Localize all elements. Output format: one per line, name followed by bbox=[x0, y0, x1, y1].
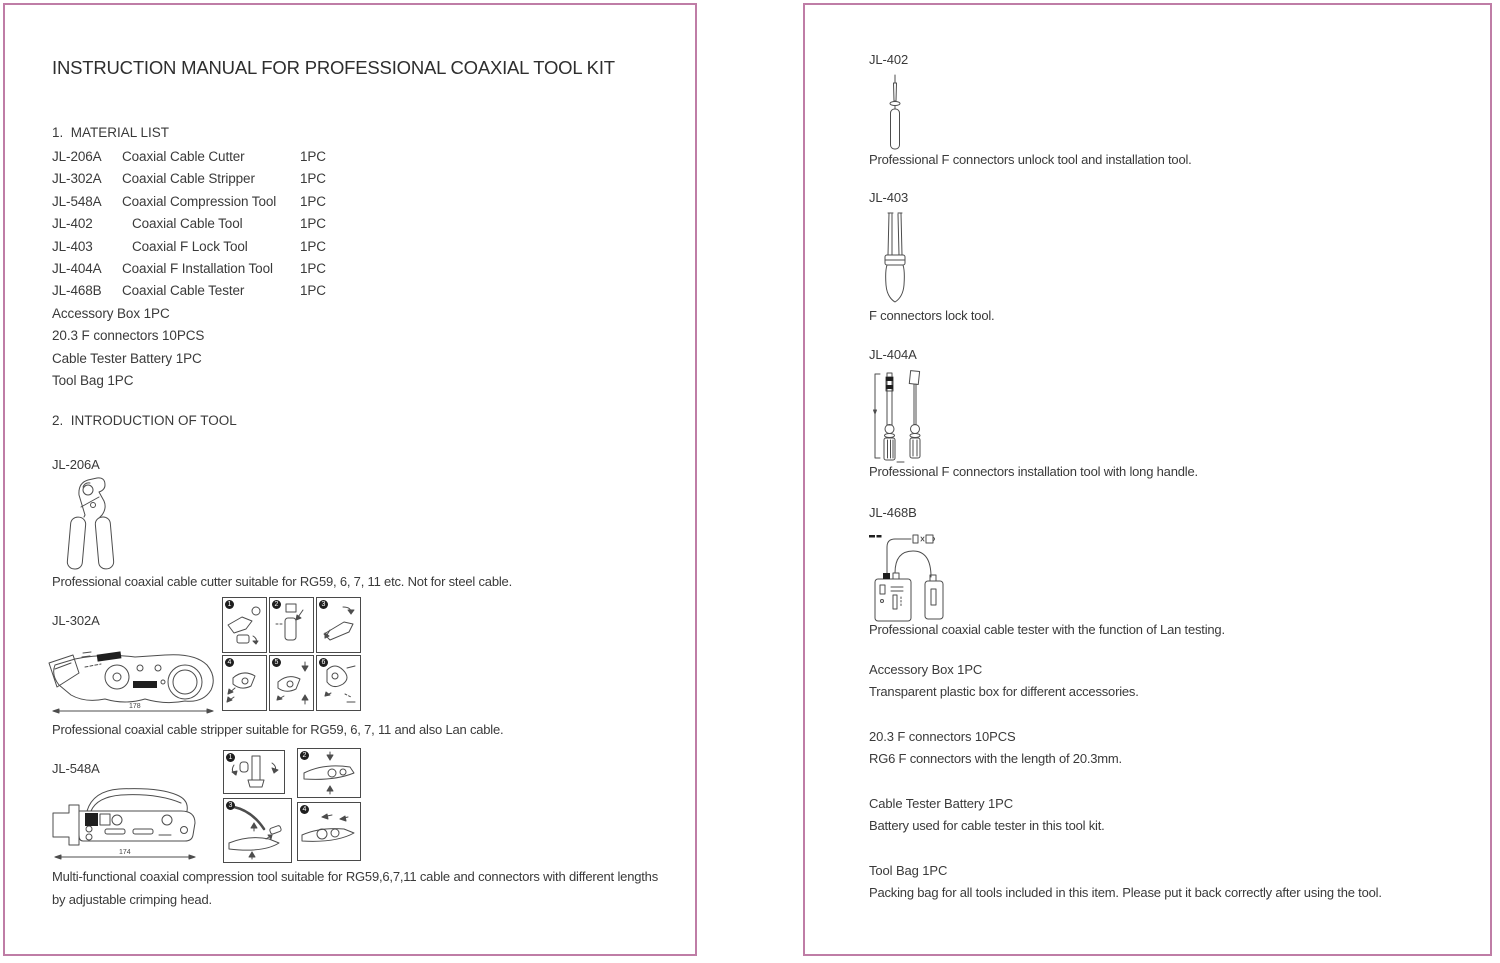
material-list-heading: 1. MATERIAL LIST bbox=[52, 125, 170, 140]
step-number-icon: 3 bbox=[319, 600, 328, 609]
instruction-panel-6 bbox=[316, 655, 361, 711]
material-name: Coaxial Cable Tester bbox=[122, 283, 245, 299]
material-name: Coaxial Cable Cutter bbox=[122, 149, 245, 164]
instruction-panel-4 bbox=[297, 802, 361, 861]
manual-page-left bbox=[3, 3, 697, 956]
step-number-icon: 2 bbox=[300, 751, 309, 760]
page-title: INSTRUCTION MANUAL FOR PROFESSIONAL COAXIAL TOOL KIT bbox=[52, 57, 615, 78]
tool-desc-jl404a: Professional F connectors installation tool with long handle. bbox=[869, 464, 1198, 479]
jl206a-cable-cutter-illustration bbox=[55, 475, 130, 573]
step-number-icon: 4 bbox=[300, 805, 309, 814]
step-number-icon: 3 bbox=[226, 801, 235, 810]
instruction-panel-3 bbox=[223, 798, 292, 863]
tool-desc-jl206a: Professional coaxial cable cutter suitable for RG59, 6, 7, 11 etc. Not for steel cable. bbox=[52, 574, 512, 589]
material-name: Coaxial F Lock Tool bbox=[132, 238, 248, 254]
jl302a-instruction-panels bbox=[222, 597, 361, 711]
tool-label-jl206a: JL-206A bbox=[52, 457, 100, 472]
material-qty: 1PC bbox=[300, 261, 326, 277]
step-number-icon: 6 bbox=[319, 658, 328, 667]
tool-desc-jl302a: Professional coaxial cable stripper suitable for RG59, 6, 7, 11 and also Lan cable. bbox=[52, 722, 504, 737]
material-line: Tool Bag 1PC bbox=[52, 373, 134, 389]
tool-label-jl403: JL-403 bbox=[869, 190, 909, 205]
material-name: Coaxial Compression Tool bbox=[122, 193, 277, 209]
step-number-icon: 2 bbox=[272, 600, 281, 609]
material-code: JL-403 bbox=[52, 238, 93, 254]
tool-desc-jl468b: Professional coaxial cable tester with the function of Lan testing. bbox=[869, 622, 1225, 637]
step-number-icon: 1 bbox=[226, 753, 235, 762]
jl404a-installation-tool-illustration bbox=[871, 369, 933, 463]
intro-heading: 2. INTRODUCTION OF TOOL bbox=[52, 413, 237, 428]
accessory-desc: Packing bag for all tools included in this item. Please put it back correctly after using the tool. bbox=[869, 885, 1382, 900]
material-name: Coaxial Cable Tool bbox=[132, 216, 243, 232]
instruction-panel-1 bbox=[223, 750, 285, 794]
instruction-panel-4 bbox=[222, 655, 267, 711]
accessory-desc: Battery used for cable tester in this tool kit. bbox=[869, 818, 1105, 833]
instruction-panel-2 bbox=[297, 748, 361, 798]
material-code: JL-402 bbox=[52, 216, 93, 232]
instruction-panel-3 bbox=[316, 597, 361, 653]
accessory-title: Accessory Box 1PC bbox=[869, 662, 983, 677]
instruction-panel-5 bbox=[269, 655, 314, 711]
jl548a-compression-tool-illustration bbox=[49, 783, 201, 865]
tool-label-jl402: JL-402 bbox=[869, 52, 909, 67]
material-code: JL-404A bbox=[52, 261, 102, 277]
jl403-lock-tool-illustration bbox=[877, 211, 913, 305]
material-name: Coaxial F Installation Tool bbox=[122, 261, 273, 277]
tool-desc-jl403: F connectors lock tool. bbox=[869, 308, 995, 323]
jl548a-dimension: 174 bbox=[119, 849, 131, 856]
instruction-panel-1 bbox=[222, 597, 267, 653]
material-code: JL-206A bbox=[52, 149, 102, 164]
instruction-panel-2 bbox=[269, 597, 314, 653]
step-number-icon: 4 bbox=[225, 658, 234, 667]
material-code: JL-302A bbox=[52, 171, 102, 187]
step-number-icon: 5 bbox=[272, 658, 281, 667]
jl402-unlock-tool-illustration bbox=[883, 73, 907, 153]
jl468b-cable-tester-illustration bbox=[867, 527, 985, 623]
jl548a-instruction-panels bbox=[221, 747, 367, 865]
material-qty: 1PC bbox=[300, 238, 326, 254]
material-code: JL-548A bbox=[52, 193, 102, 209]
tool-label-jl302a: JL-302A bbox=[52, 613, 100, 628]
accessory-desc: RG6 F connectors with the length of 20.3mm. bbox=[869, 751, 1122, 766]
material-code: JL-468B bbox=[52, 283, 102, 299]
material-line: Accessory Box 1PC bbox=[52, 305, 170, 321]
accessory-title: Cable Tester Battery 1PC bbox=[869, 796, 1014, 811]
material-qty: 1PC bbox=[300, 216, 326, 232]
tool-label-jl404a: JL-404A bbox=[869, 347, 917, 362]
accessory-desc: Transparent plastic box for different accessories. bbox=[869, 684, 1139, 699]
material-name: Coaxial Cable Stripper bbox=[122, 171, 255, 187]
jl302a-dimension: 178 bbox=[129, 703, 141, 710]
material-qty: 1PC bbox=[300, 193, 326, 209]
material-qty: 1PC bbox=[300, 149, 326, 164]
tool-label-jl548a: JL-548A bbox=[52, 761, 100, 776]
step-number-icon: 1 bbox=[225, 600, 234, 609]
material-list bbox=[52, 146, 612, 392]
tool-label-jl468b: JL-468B bbox=[869, 505, 917, 520]
accessory-title: 20.3 F connectors 10PCS bbox=[869, 729, 1016, 744]
tool-desc-jl548a: Multi-functional coaxial compression tool suitable for RG59,6,7,11 cable and connectors with different lengths by adjustable crimping head. bbox=[52, 869, 658, 907]
accessory-title: Tool Bag 1PC bbox=[869, 863, 948, 878]
material-qty: 1PC bbox=[300, 283, 326, 299]
material-line: Cable Tester Battery 1PC bbox=[52, 350, 202, 366]
material-line: 20.3 F connectors 10PCS bbox=[52, 328, 205, 344]
jl302a-cable-stripper-illustration bbox=[45, 635, 220, 717]
tool-desc-jl402: Professional F connectors unlock tool and installation tool. bbox=[869, 152, 1192, 167]
material-qty: 1PC bbox=[300, 171, 326, 187]
panel-sketch bbox=[224, 799, 291, 862]
manual-page-right bbox=[803, 3, 1492, 956]
